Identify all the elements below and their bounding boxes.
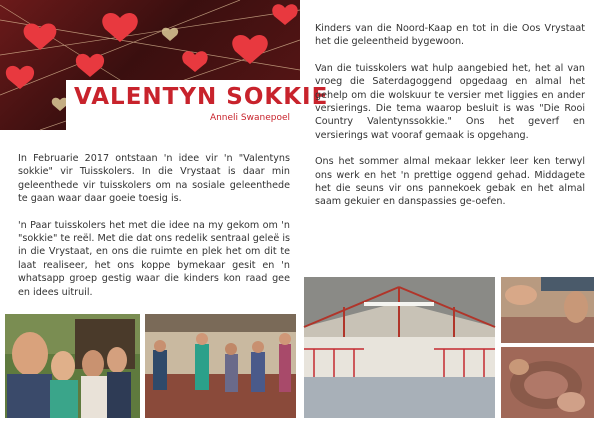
paragraph: Van die tuisskolers wat hulp aangebied het, het al van vroeg die Saterdagoggend opgedaag en almal het gehelp om die wolskuur te versier met liggies en ander versierings. Die tema waarop besluit is was "Die Rooi Country Valentynssokkie." Ons het geverf en versierings wat vooraf gemaak is opgehang. bbox=[315, 62, 585, 141]
heart-icon bbox=[272, 4, 297, 25]
page-title: VALENTYN SOKKIE bbox=[74, 84, 329, 110]
heart-icon bbox=[24, 23, 57, 50]
left-column bbox=[18, 152, 290, 312]
photo-painting-hands bbox=[501, 277, 594, 343]
photo-painted-craft bbox=[501, 347, 594, 418]
photo-shed-interior bbox=[304, 277, 495, 418]
paragraph: Ons het sommer almal mekaar lekker leer ken terwyl ons werk en het 'n prettige oggend gehad. Middagete het die seuns vir ons pannekoek gebak en het almal saam gekuier en danspassies ge-oefen. bbox=[315, 156, 585, 208]
paragraph: 'n Paar tuisskolers het met die idee na my gekom om 'n "sokkie" te reël. Met die dat ons redelik sentraal geleë is in die Vrystaat, en ons die ruimte en plek het om dit te laat realiseer, het ons koppe bymekaar gesit en 'n whatsapp groep gestig waar die kinders kon raad gee en idees uitruil. bbox=[18, 219, 290, 298]
paragraph: In Februarie 2017 ontstaan 'n idee vir 'n "Valentyns sokkie" vir Tuisskolers. In die Vrystaat is daar min geleenthede vir tuisskolers om na sosiale geleenthede te gaan waar daar goeie toesig is. bbox=[18, 153, 290, 205]
header-banner bbox=[0, 0, 329, 130]
title-box bbox=[66, 80, 329, 130]
heart-icon bbox=[76, 54, 104, 77]
paragraph: Kinders van die Noord-Kaap en tot in die Oos Vrystaat het die geleentheid bygewoon. bbox=[315, 23, 585, 48]
heart-icon bbox=[6, 66, 34, 89]
author-name: Anneli Swanepoel bbox=[209, 113, 290, 123]
photo-group-selfie bbox=[5, 314, 140, 418]
photo-decorating bbox=[145, 314, 296, 418]
right-column bbox=[315, 22, 585, 222]
heart-icon bbox=[182, 51, 207, 72]
